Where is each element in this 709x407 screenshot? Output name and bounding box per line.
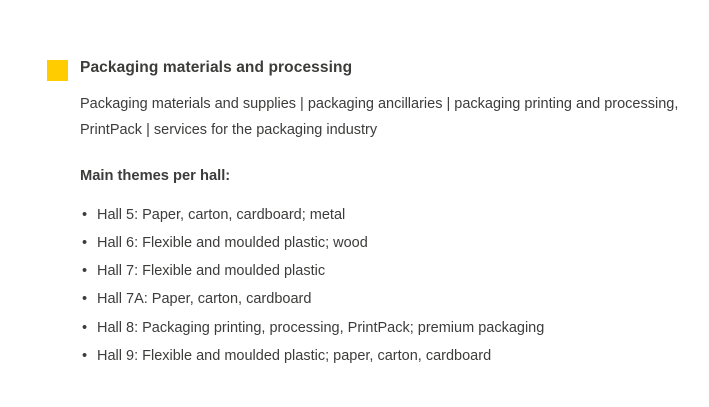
list-item: • Hall 7: Flexible and moulded plastic [80,257,687,285]
list-item: • Hall 8: Packaging printing, processing, PrintPack; premium packaging [80,314,687,342]
list-item: • Hall 7A: Paper, carton, cardboard [80,285,687,313]
list-item: • Hall 5: Paper, carton, cardboard; metal [80,201,687,229]
list-item: • Hall 6: Flexible and moulded plastic; wood [80,229,687,257]
section-heading: Packaging materials and processing [80,59,353,76]
section-packaging-materials [47,57,687,370]
list-item: • Hall 9: Flexible and moulded plastic; paper, carton, cardboard [80,342,687,370]
hall-themes-list [80,201,687,371]
section-heading-row [47,57,687,81]
section-subheading: Main themes per hall: [80,167,231,184]
section-intro-text: Packaging materials and supplies | packaging ancillaries | packaging printing and processing, PrintPack | services for the packaging industry [80,96,679,138]
yellow-square-marker-icon [47,60,68,81]
section-body [80,92,687,370]
